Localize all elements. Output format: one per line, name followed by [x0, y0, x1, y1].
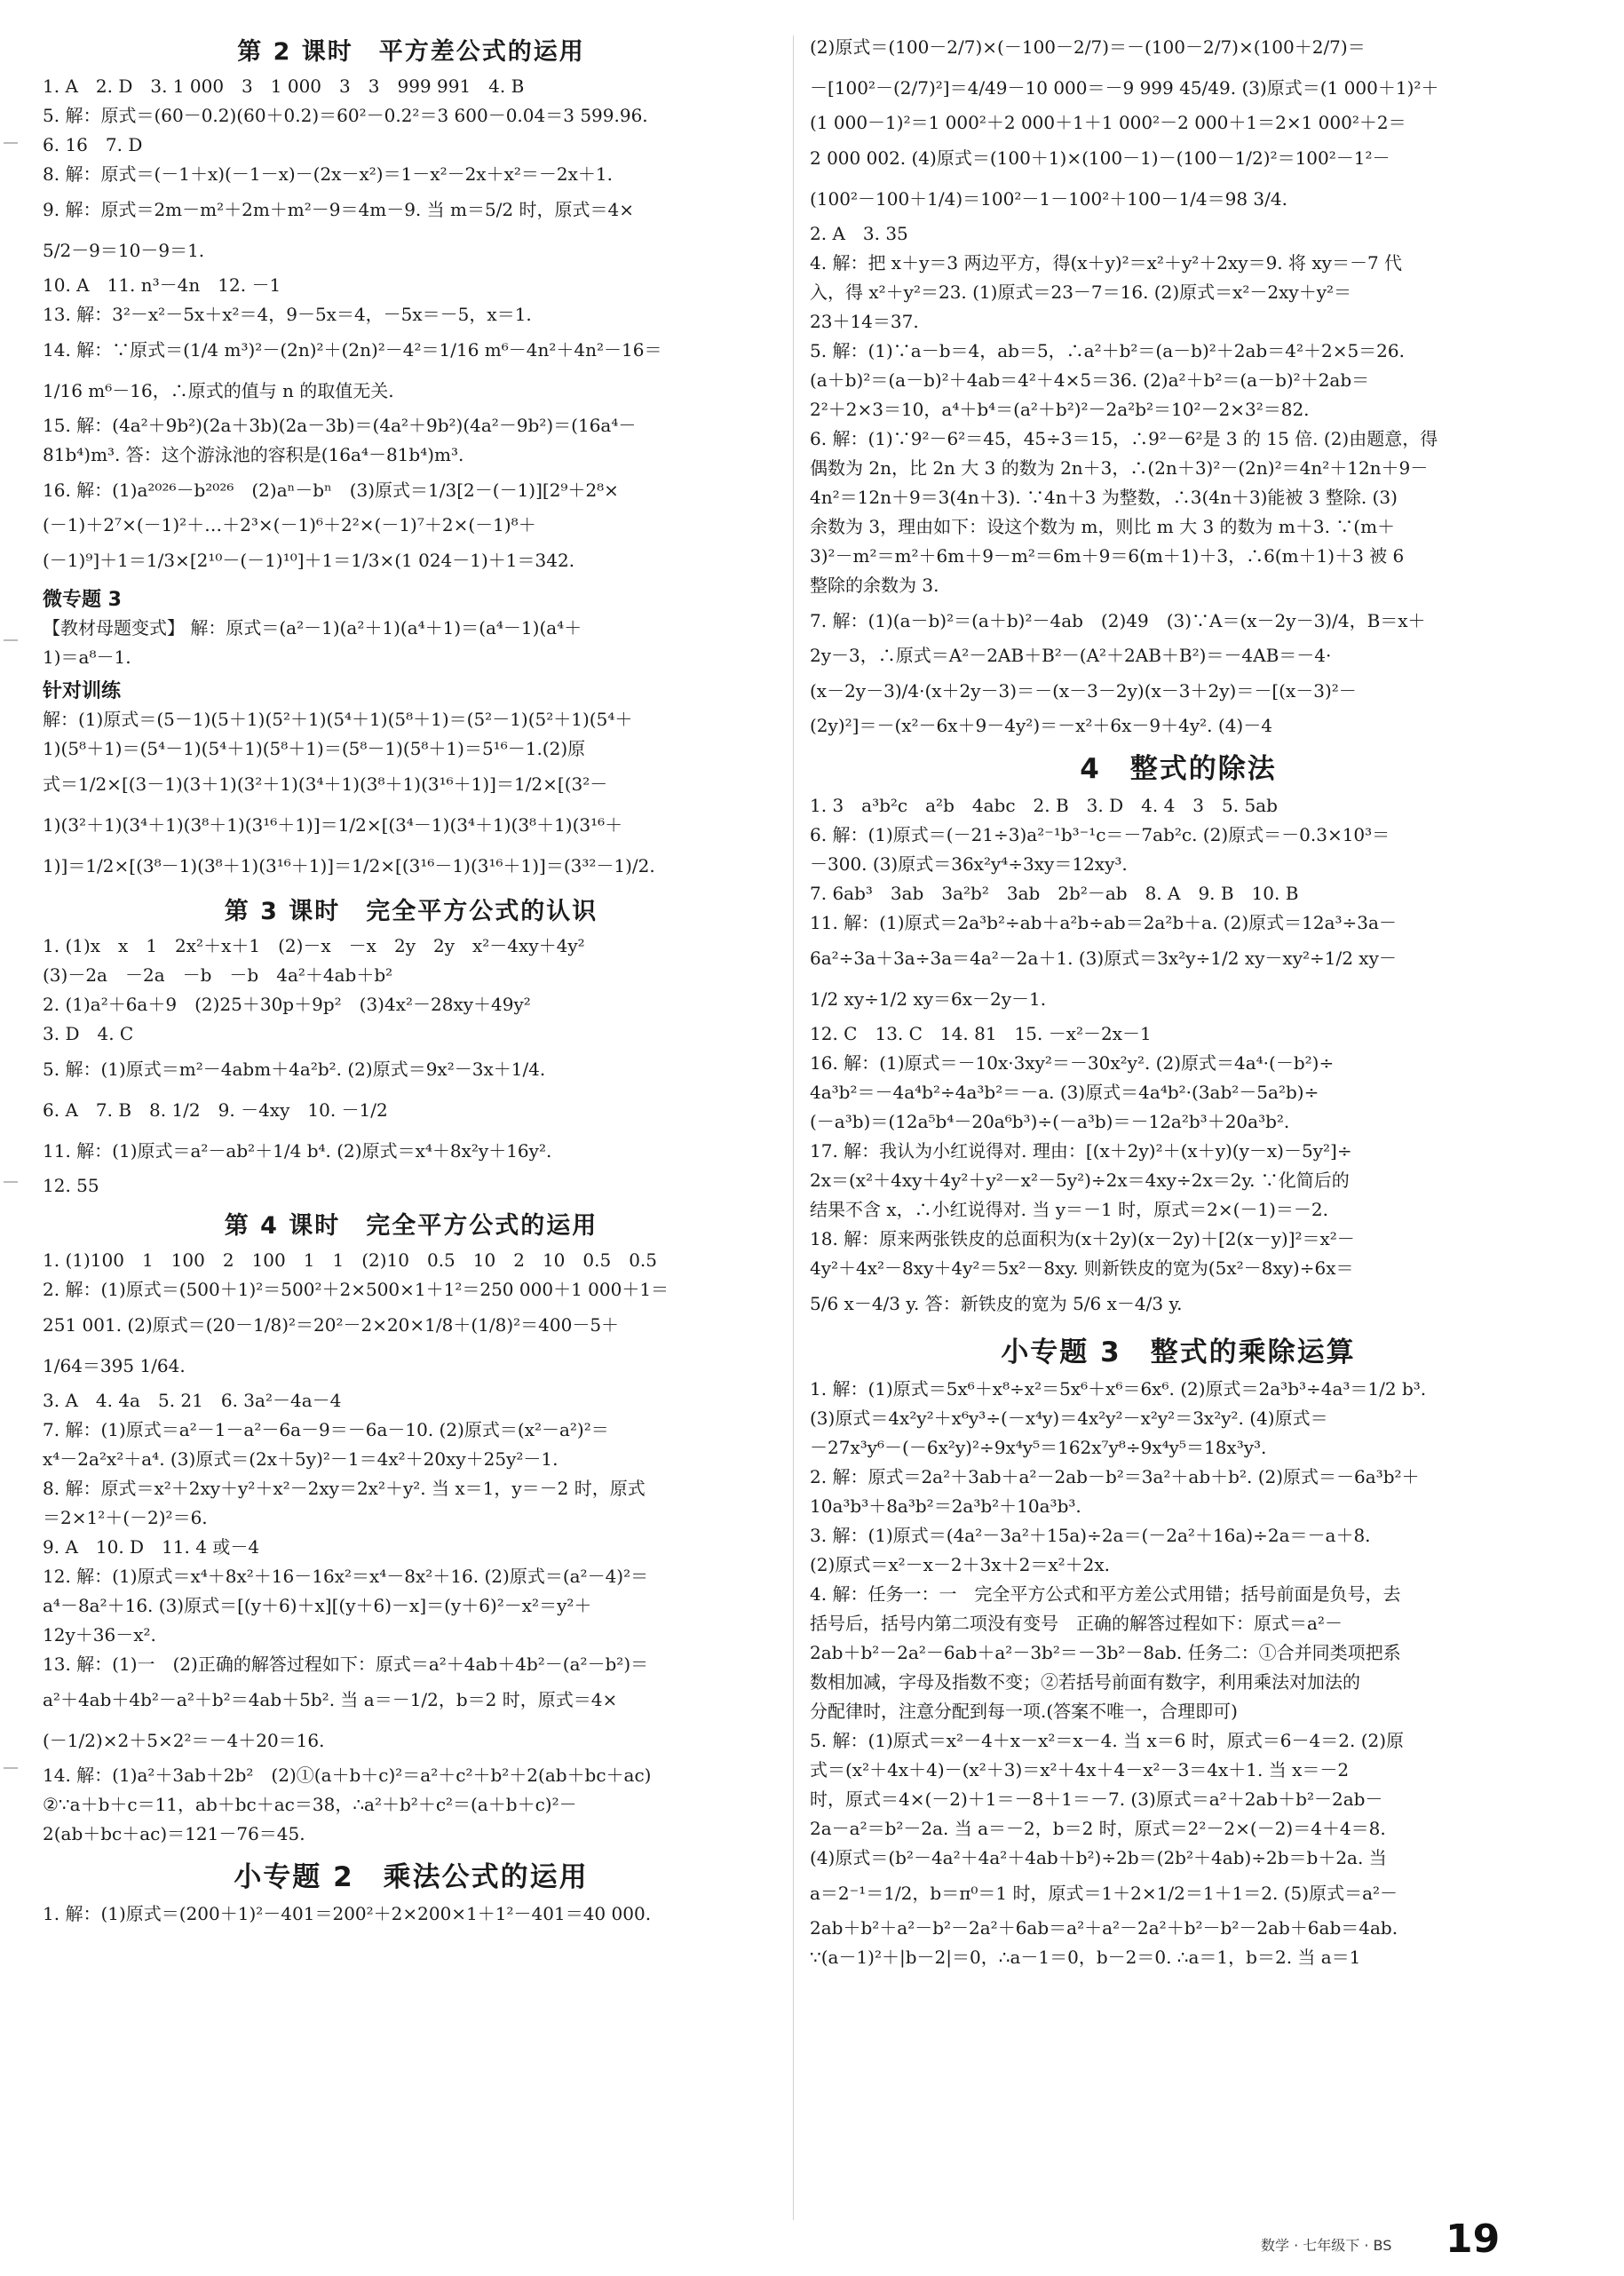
- answer-line: (2)原式＝x²－x－2＋3x＋2＝x²＋2x.: [810, 1554, 1111, 1575]
- answer-line: a＝2⁻¹＝1/2，b＝π⁰＝1 时，原式＝1＋2×1/2＝1＋1＝2. (5)原式＝a²－: [810, 1883, 1398, 1904]
- answer-line: 7. 6ab³ 3ab 3a²b² 3ab 2b²－ab 8. A 9. B 10. B: [810, 883, 1299, 904]
- answer-line: 12y＋36－x².: [43, 1624, 156, 1646]
- answer-line: 6. 16 7. D: [43, 134, 143, 155]
- answer-line: 1. 解：(1)原式＝(200＋1)²－401＝200²＋2×200×1＋1²－401＝40 000.: [43, 1903, 652, 1924]
- answer-line: 1)(3²＋1)(3⁴＋1)(3⁸＋1)(3¹⁶＋1)]＝1/2×[(3⁴－1)(3⁴＋1)(3⁸＋1)(3¹⁶＋: [43, 814, 623, 836]
- answer-line: 1. A 2. D 3. 1 000 3 1 000 3 3 999 991 4. B: [43, 75, 525, 97]
- answer-line: 3)²－m²＝m²＋6m＋9－m²＝6m＋9＝6(m＋1)＋3，∴6(m＋1)＋3 被 6: [810, 545, 1405, 567]
- answer-line: (－1/2)×2＋5×2²＝－4＋20＝16.: [43, 1730, 325, 1751]
- answer-line: 12. 解：(1)原式＝x⁴＋8x²＋16－16x²＝x⁴－8x²＋16. (2)原式＝(a²－4)²＝: [43, 1566, 649, 1587]
- answer-line: 式＝1/2×[(3－1)(3＋1)(3²＋1)(3⁴＋1)(3⁸＋1)(3¹⁶＋1)]＝1/2×[(3²－: [43, 773, 608, 795]
- right-column: [810, 27, 1547, 1972]
- answer-line: 16. 解：(1)a²⁰²⁶－b²⁰²⁶ (2)aⁿ－bⁿ (3)原式＝1/3[2－(－1)][2⁹＋2⁸×: [43, 480, 619, 501]
- answer-line: 2ab＋b²－2a²－6ab＋a²－3b²＝－3b²－8ab. 任务二：①合并同类项把系: [810, 1642, 1401, 1663]
- column-divider: [793, 36, 794, 2220]
- section-title: 第 4 课时 完全平方公式的运用: [224, 1212, 598, 1240]
- answer-line: 4y²＋4x²－8xy＋4y²＝5x²－8xy. 则新铁皮的宽为(5x²－8xy)÷6x＝: [810, 1257, 1354, 1279]
- answer-line: 6. 解：(1)原式＝(－21÷3)a²⁻¹b³⁻¹c＝－7ab²c. (2)原式＝－0.3×10³＝: [810, 824, 1390, 845]
- answer-line: 251 001. (2)原式＝(20－1/8)²＝20²－2×20×1/8＋(1/8)²＝400－5＋: [43, 1314, 620, 1336]
- answer-line: 2y－3，∴原式＝A²－2AB＋B²－(A²＋2AB＋B²)＝－4AB＝－4·: [810, 645, 1332, 666]
- answer-line: 式＝(x²＋4x＋4)－(x²＋3)＝x²＋4x＋4－x²－3＝4x＋1. 当 x＝－2: [810, 1759, 1350, 1780]
- answer-line: a²＋4ab＋4b²－a²＋b²＝4ab＋5b². 当 a＝－1/2，b＝2 时，原式＝4×: [43, 1689, 618, 1710]
- answer-line: 1/16 m⁶－16，∴原式的值与 n 的取值无关.: [43, 380, 394, 401]
- answer-line: 2a－a²＝b²－2a. 当 a＝－2，b＝2 时，原式＝2²－2×(－2)＝4＋4＝8.: [810, 1818, 1386, 1839]
- answer-line: (1 000－1)²＝1 000²＋2 000＋1＋1 000²－2 000＋1＝2×1 000²＋2＝: [810, 112, 1406, 133]
- answer-line: 2(ab＋bc＋ac)＝121－76＝45.: [43, 1823, 305, 1844]
- answer-line: 1. (1)100 1 100 2 100 1 1 (2)10 0.5 10 2 10 0.5 0.5: [43, 1249, 658, 1271]
- answer-line: 1/64＝395 1/64.: [43, 1355, 186, 1376]
- answer-line: 1. 解：(1)原式＝5x⁶＋x⁸÷x²＝5x⁶＋x⁶＝6x⁶. (2)原式＝2a³b³÷4a³＝1/2 b³.: [810, 1378, 1427, 1400]
- answer-line: 偶数为 2n，比 2n 大 3 的数为 2n＋3，∴(2n＋3)²－(2n)²＝4n²＋12n＋9－: [810, 457, 1429, 479]
- answer-line: 7. 解：(1)(a－b)²＝(a＋b)²－4ab (2)49 (3)∵A＝(x－2y－3)/4，B＝x＋: [810, 610, 1426, 631]
- answer-line: 1)]＝1/2×[(3⁸－1)(3⁸＋1)(3¹⁶＋1)]＝1/2×[(3¹⁶－1)(3¹⁶＋1)]＝(3³²－1)/2.: [43, 855, 655, 876]
- answer-line: 3. D 4. C: [43, 1023, 134, 1044]
- answer-line: 14. 解：∵原式＝(1/4 m³)²－(2n)²＋(2n)²－4²＝1/16 m⁶－4n²＋4n²－16＝: [43, 339, 662, 361]
- answer-line: －300. (3)原式＝36x²y⁴÷3xy＝12xy³.: [810, 853, 1128, 875]
- answer-line: (－1)＋2⁷×(－1)²＋…＋2³×(－1)⁶＋2²×(－1)⁷＋2×(－1)⁸＋: [43, 514, 536, 535]
- section-title: 小专题 2 乘法公式的运用: [234, 1861, 589, 1893]
- answer-line: 整除的余数为 3.: [810, 575, 939, 596]
- answer-line: (3)－2a －2a －b －b 4a²＋4ab＋b²: [43, 964, 393, 986]
- answer-line: 4n²＝12n＋9＝3(4n＋3). ∵4n＋3 为整数，∴3(4n＋3)能被 3 整除. (3): [810, 487, 1398, 508]
- answer-line: 【教材母题变式】 解：原式＝(a²－1)(a²＋1)(a⁴＋1)＝(a⁴－1)(a⁴＋: [43, 617, 582, 638]
- answer-line: 2²＋2×3＝10，a⁴＋b⁴＝(a²＋b²)²－2a²b²＝10²－2×3²＝82.: [810, 399, 1310, 420]
- answer-line: (－a³b)＝(12a⁵b⁴－20a⁶b³)÷(－a³b)＝－12a²b³＋20a³b².: [810, 1111, 1290, 1132]
- answer-line: x⁴－2a²x²＋a⁴. (3)原式＝(2x＋5y)²－1＝4x²＋20xy＋25y²－1.: [43, 1448, 558, 1470]
- answer-line: 1)(5⁸＋1)＝(5⁴－1)(5⁴＋1)(5⁸＋1)＝(5⁸－1)(5⁸＋1)＝5¹⁶－1.(2)原: [43, 738, 586, 759]
- answer-line: 分配律时，注意分配到每一项.(答案不唯一，合理即可): [810, 1701, 1238, 1722]
- answer-line: 解：(1)原式＝(5－1)(5＋1)(5²＋1)(5⁴＋1)(5⁸＋1)＝(5²－1)(5²＋1)(5⁴＋: [43, 709, 633, 730]
- answer-line: 余数为 3，理由如下：设这个数为 m，则比 m 大 3 的数为 m＋3. ∵(m＋: [810, 516, 1396, 537]
- answer-line: 6. 解：(1)∵9²－6²＝45，45÷3＝15，∴9²－6²是 3 的 15 倍. (2)由题意，得: [810, 428, 1438, 449]
- margin-mark: [4, 1181, 18, 1183]
- answer-line: 4. 解：任务一：一 完全平方公式和平方差公式用错；括号前面是负号，去: [810, 1583, 1401, 1605]
- page-number: 19: [1446, 2217, 1501, 2262]
- answer-line: －27x³y⁶－(－6x²y)²÷9x⁴y⁵＝162x⁷y⁸÷9x⁴y⁵＝18x³y³.: [810, 1437, 1267, 1458]
- answer-line: 2x＝(x²＋4xy＋4y²＋y²－x²－5y²)÷2x＝4xy÷2x＝2y. ∵化简后的: [810, 1170, 1350, 1191]
- answer-line: 6. A 7. B 8. 1/2 9. －4xy 10. －1/2: [43, 1099, 388, 1121]
- answer-line: 数相加减，字母及指数不变；②若括号前面有数字，利用乘法对加法的: [810, 1671, 1360, 1693]
- subsection-title: 微专题 3: [43, 589, 122, 611]
- answer-line: 11. 解：(1)原式＝a²－ab²＋1/4 b⁴. (2)原式＝x⁴＋8x²y＋16y².: [43, 1140, 552, 1162]
- answer-line: 括号后，括号内第二项没有变号 正确的解答过程如下：原式＝a²－: [810, 1613, 1343, 1634]
- answer-line: 5. 解：(1)原式＝m²－4abm＋4a²b². (2)原式＝9x²－3x＋1/4.: [43, 1059, 546, 1080]
- section-body: [43, 72, 780, 581]
- answer-line: 13. 解：(1)一 (2)正确的解答过程如下：原式＝a²＋4ab＋4b²－(a²－b²)＝: [43, 1653, 649, 1675]
- answer-line: 1/2 xy÷1/2 xy＝6x－2y－1.: [810, 988, 1047, 1010]
- answer-line: (x－2y－3)/4·(x＋2y－3)＝－(x－3－2y)(x－3＋2y)＝－[(x－3)²－: [810, 680, 1357, 702]
- answer-line: (2y)²]＝－(x²－6x＋9－4y²)＝－x²＋6x－9＋4y². (4)－4: [810, 715, 1272, 736]
- answer-line: (a＋b)²＝(a－b)²＋4ab＝4²＋4×5＝36. (2)a²＋b²＝(a－b)²＋2ab＝: [810, 369, 1370, 391]
- answer-line: (2)原式＝(100－2/7)×(－100－2/7)＝－(100－2/7)×(100＋2/7)＝: [810, 36, 1366, 58]
- answer-line: 5. 解：(1)∵a－b＝4，ab＝5，∴a²＋b²＝(a－b)²＋2ab＝4²＋2×5＝26.: [810, 340, 1405, 361]
- answer-line: (100²－100＋1/4)＝100²－1－100²＋100－1/4＝98 3/4.: [810, 188, 1287, 210]
- answer-line: 16. 解：(1)原式＝－10x·3xy²＝－30x²y². (2)原式＝4a⁴·(－b²)÷: [810, 1052, 1335, 1074]
- section-title: 第 2 课时 平方差公式的运用: [237, 38, 585, 66]
- answer-line: 时，原式＝4×(－2)＋1＝－8＋1＝－7. (3)原式＝a²＋2ab＋b²－2ab－: [810, 1788, 1383, 1810]
- answer-line: 18. 解：原来两张铁皮的总面积为(x＋2y)(x－2y)＋[2(x－y)]²＝x²－: [810, 1228, 1355, 1249]
- answer-line: ∵(a－1)²＋|b－2|＝0，∴a－1＝0，b－2＝0. ∴a＝1，b＝2. 当 a＝1: [810, 1947, 1361, 1968]
- answer-line: 10. A 11. n³－4n 12. －1: [43, 274, 281, 296]
- answer-line: 5. 解：原式＝(60－0.2)(60＋0.2)＝60²－0.2²＝3 600－0.04＝3 599.96.: [43, 105, 648, 126]
- answer-line: 2. 解：原式＝2a²＋3ab＋a²－2ab－b²＝3a²＋ab＋b². (2)原式＝－6a³b²＋: [810, 1466, 1420, 1487]
- answer-line: 81b⁴)m³. 答：这个游泳池的容积是(16a⁴－81b⁴)m³.: [43, 444, 464, 465]
- answer-line: a⁴－8a²＋16. (3)原式＝[(y＋6)＋x][(y＋6)－x]＝(y＋6)²－x²＝y²＋: [43, 1595, 592, 1616]
- left-column: [43, 27, 780, 1929]
- answer-line: 4. 解：把 x＋y＝3 两边平方，得(x＋y)²＝x²＋y²＋2xy＝9. 将 xy＝－7 代: [810, 252, 1403, 274]
- margin-mark: [4, 1767, 18, 1769]
- answer-line: (4)原式＝(b²－4a²＋4a²＋4ab＋b²)÷2b＝(2b²＋4ab)÷2b＝b＋2a. 当: [810, 1847, 1387, 1868]
- answer-line: 2ab＋b²＋a²－b²－2a²＋6ab＝a²＋a²－2a²＋b²－b²－2ab＋6ab＝4ab.: [810, 1917, 1398, 1939]
- answer-line: 11. 解：(1)原式＝2a³b²÷ab＋a²b÷ab＝2a²b＋a. (2)原式＝12a³÷3a－: [810, 912, 1397, 933]
- answer-line: 14. 解：(1)a²＋3ab＋2b² (2)①(a＋b＋c)²＝a²＋c²＋b²＋2(ab＋bc＋ac): [43, 1764, 652, 1786]
- answer-line: 3. 解：(1)原式＝(4a²－3a²＋15a)÷2a＝(－2a²＋16a)÷2a＝－a＋8.: [810, 1525, 1371, 1546]
- answer-line: 13. 解：3²－x²－5x＋x²＝4，9－5x＝4，－5x＝－5，x＝1.: [43, 304, 532, 325]
- answer-line: 入，得 x²＋y²＝23. (1)原式＝23－7＝16. (2)原式＝x²－2xy＋y²＝: [810, 282, 1352, 303]
- answer-line: 结果不含 x，∴小红说得对. 当 y＝－1 时，原式＝2×(－1)＝－2.: [810, 1199, 1328, 1220]
- answer-line: 5/6 x－4/3 y. 答：新铁皮的宽为 5/6 x－4/3 y.: [810, 1293, 1183, 1314]
- answer-line: 5/2－9＝10－9＝1.: [43, 240, 205, 261]
- answer-line: ②∵a＋b＋c＝11，ab＋bc＋ac＝38，∴a²＋b²＋c²＝(a＋b＋c)²－: [43, 1794, 577, 1815]
- answer-line: 8. 解：原式＝(－1＋x)(－1－x)－(2x－x²)＝1－x²－2x＋x²＝－2x＋1.: [43, 163, 613, 185]
- answer-line: 10a³b³＋8a³b²＝2a³b²＋10a³b³.: [810, 1495, 1081, 1517]
- answer-line: 9. 解：原式＝2m－m²＋2m＋m²－9＝4m－9. 当 m＝5/2 时，原式＝4×: [43, 199, 634, 220]
- answer-line: 6a²÷3a＋3a÷3a＝4a²－2a＋1. (3)原式＝3x²y÷1/2 xy－xy²÷1/2 xy－: [810, 948, 1397, 969]
- subsection-title: 针对训练: [43, 680, 122, 702]
- section-title: 4 整式的除法: [1080, 753, 1277, 785]
- answer-line: 12. 55: [43, 1175, 99, 1196]
- answer-line: 5. 解：(1)原式＝x²－4＋x－x²＝x－4. 当 x＝6 时，原式＝6－4＝2. (2)原: [810, 1730, 1405, 1751]
- section-title: 第 3 课时 完全平方公式的认识: [224, 898, 598, 925]
- answer-line: (3)原式＝4x²y²＋x⁶y³÷(－x⁴y)＝4x²y²－x²y²＝3x²y². (4)原式＝: [810, 1408, 1328, 1429]
- margin-mark: [4, 639, 18, 641]
- answer-line: 17. 解：我认为小红说得对. 理由：[(x＋2y)²＋(x＋y)(y－x)－5y²]÷: [810, 1140, 1352, 1162]
- answer-line: 4a³b²＝－4a⁴b²÷4a³b²＝－a. (3)原式＝4a⁴b²·(3ab²－5a²b)÷: [810, 1082, 1319, 1103]
- margin-mark: [4, 142, 18, 144]
- answer-line: －[100²－(2/7)²]＝4/49－10 000＝－9 999 45/49. (3)原式＝(1 000＋1)²＋: [810, 77, 1439, 99]
- answer-line: 15. 解：(4a²＋9b²)(2a＋3b)(2a－3b)＝(4a²＋9b²)(4a²－9b²)＝(16a⁴－: [43, 415, 637, 436]
- answer-line: 23＋14＝37.: [810, 311, 919, 332]
- book-label: 数学 · 七年级下 · BS: [1261, 2237, 1392, 2254]
- answer-line: 1. 3 a³b²c a²b 4abc 2. B 3. D 4. 4 3 5. 5ab: [810, 795, 1278, 816]
- answer-line: 12. C 13. C 14. 81 15. －x²－2x－1: [810, 1023, 1152, 1044]
- answer-line: 8. 解：原式＝x²＋2xy＋y²＋x²－2xy＝2x²＋y². 当 x＝1，y＝－2 时，原式: [43, 1478, 646, 1499]
- answer-line: 3. A 4. 4a 5. 21 6. 3a²－4a－4: [43, 1390, 342, 1411]
- answer-line: 1. (1)x x 1 2x²＋x＋1 (2)－x －x 2y 2y x²－4xy＋4y²: [43, 935, 585, 956]
- answer-line: 2. A 3. 35: [810, 223, 908, 244]
- answer-line: 2. 解：(1)原式＝(500＋1)²＝500²＋2×500×1＋1²＝250 000＋1 000＋1＝: [43, 1279, 669, 1300]
- answer-line: 7. 解：(1)原式＝a²－1－a²－6a－9＝－6a－10. (2)原式＝(x²－a²)²＝: [43, 1419, 609, 1440]
- answer-line: (－1)⁹]＋1＝1/3×[2¹⁰－(－1)¹⁰]＋1＝1/3×(1 024－1)＋1＝342.: [43, 550, 575, 571]
- answer-line: ＝2×1²＋(－2)²＝6.: [43, 1507, 208, 1528]
- section-title: 小专题 3 整式的乘除运算: [1001, 1336, 1356, 1368]
- answer-line: 9. A 10. D 11. 4 或－4: [43, 1536, 260, 1558]
- page-footer: [1261, 2218, 1563, 2263]
- answer-line: 1)＝a⁸－1.: [43, 646, 131, 668]
- answer-line: 2 000 002. (4)原式＝(100＋1)×(100－1)－(100－1/2)²＝100²－1²－: [810, 147, 1390, 169]
- answer-line: 2. (1)a²＋6a＋9 (2)25＋30p＋9p² (3)4x²－28xy＋49y²: [43, 994, 531, 1015]
